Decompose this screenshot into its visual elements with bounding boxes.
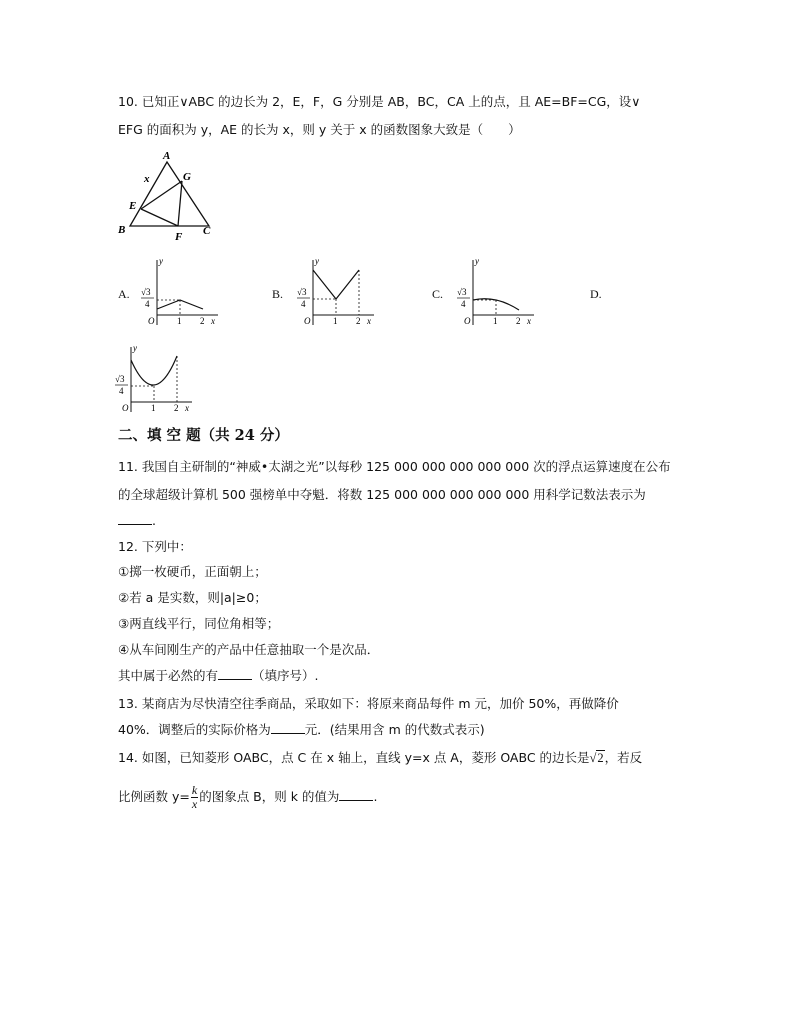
q10-line2: EFG 的面积为 y，AE 的长为 x，则 y 关于 x 的函数图象大致是（ ） xyxy=(118,122,521,137)
triangle-figure xyxy=(112,148,222,243)
svg-text:4: 4 xyxy=(145,299,150,309)
graph-a xyxy=(138,255,228,330)
svg-text:4: 4 xyxy=(119,386,124,396)
q11-line3: . xyxy=(118,512,156,530)
q13-line1: 13. 某商店为尽快清空往季商品，采取如下：将原来商品每件 m 元，加价 50%，再做降价 xyxy=(118,696,619,711)
svg-text:y: y xyxy=(133,343,137,353)
answer-blank[interactable] xyxy=(118,512,152,525)
svg-text:1: 1 xyxy=(333,316,338,326)
q12-line1: 12. 下列中： xyxy=(118,539,192,554)
q11-line1: 11. 我国自主研制的“神威•太湖之光”以每秒 125 000 000 000 000 000 次的浮点运算速度在公布 xyxy=(118,459,671,474)
label-E: E xyxy=(129,200,137,212)
q12-item3: ③两直线平行，同位角相等； xyxy=(118,616,280,631)
q14-line2: 比例函数 y= $\frac{k}{x}$ 的图象点 B，则 k 的值为 . xyxy=(118,783,378,811)
graph-b xyxy=(294,255,384,330)
answer-blank[interactable] xyxy=(271,721,305,734)
option-c-label: C. xyxy=(432,287,444,301)
q14-line1: 14. 如图，已知菱形 OABC，点 C 在 x 轴上，直线 y=x 点 A，菱形 OABC 的边长是√2，若反 xyxy=(118,750,643,765)
svg-text:√3: √3 xyxy=(457,287,467,297)
q12-item1: ①掷一枚硬币，正面朝上； xyxy=(118,564,267,579)
q11-line2: 的全球超级计算机 500 强榜单中夺魁．将数 125 000 000 000 000 000 用科学记数法表示为 xyxy=(118,487,646,502)
svg-text:O: O xyxy=(148,316,155,326)
section-heading: 二、填 空 题（共 24 分） xyxy=(118,427,289,444)
svg-text:x: x xyxy=(527,316,531,326)
svg-text:O: O xyxy=(304,316,311,326)
answer-blank[interactable] xyxy=(218,667,252,680)
svg-text:y: y xyxy=(475,256,479,266)
svg-text:x: x xyxy=(211,316,215,326)
svg-text:O: O xyxy=(122,403,129,413)
q10-line1: 10. 已知正∨ABC 的边长为 2，E，F，G 分别是 AB，BC，CA 上的点，且 AE=BF=CG，设∨ xyxy=(118,94,641,109)
q12-ask: 其中属于必然的有 （填序号）. xyxy=(118,668,319,683)
svg-text:1: 1 xyxy=(151,403,156,413)
fraction-k-over-x: $\frac{k}{x}$ xyxy=(191,783,198,811)
label-x: x xyxy=(144,173,150,185)
svg-text:O: O xyxy=(464,316,471,326)
svg-text:2: 2 xyxy=(174,403,179,413)
svg-text:2: 2 xyxy=(516,316,521,326)
answer-blank[interactable] xyxy=(339,788,373,801)
graph-d xyxy=(112,342,202,417)
svg-text:√3: √3 xyxy=(297,287,307,297)
option-d-label: D. xyxy=(590,287,602,301)
svg-text:4: 4 xyxy=(461,299,466,309)
label-G: G xyxy=(183,171,191,183)
label-A: A xyxy=(163,150,171,162)
svg-text:2: 2 xyxy=(200,316,205,326)
label-B: B xyxy=(118,224,126,236)
svg-text:y: y xyxy=(159,256,163,266)
graph-c xyxy=(454,255,544,330)
svg-text:√3: √3 xyxy=(115,374,125,384)
q12-item4: ④从车间刚生产的产品中任意抽取一个是次品． xyxy=(118,642,380,657)
svg-text:4: 4 xyxy=(301,299,306,309)
svg-text:x: x xyxy=(367,316,371,326)
label-C: C xyxy=(203,225,211,237)
sqrt-2: √2 xyxy=(589,751,604,765)
svg-text:1: 1 xyxy=(493,316,498,326)
option-b-label: B. xyxy=(272,287,284,301)
svg-text:1: 1 xyxy=(177,316,182,326)
label-F: F xyxy=(175,231,183,243)
option-a-label: A. xyxy=(118,287,130,301)
svg-text:√3: √3 xyxy=(141,287,151,297)
q13-line2: 40%．调整后的实际价格为 元．(结果用含 m 的代数式表示) xyxy=(118,722,485,737)
q12-item2: ②若 a 是实数，则|a|≥0； xyxy=(118,590,267,605)
svg-text:2: 2 xyxy=(356,316,361,326)
svg-text:y: y xyxy=(315,256,319,266)
svg-text:x: x xyxy=(185,403,189,413)
